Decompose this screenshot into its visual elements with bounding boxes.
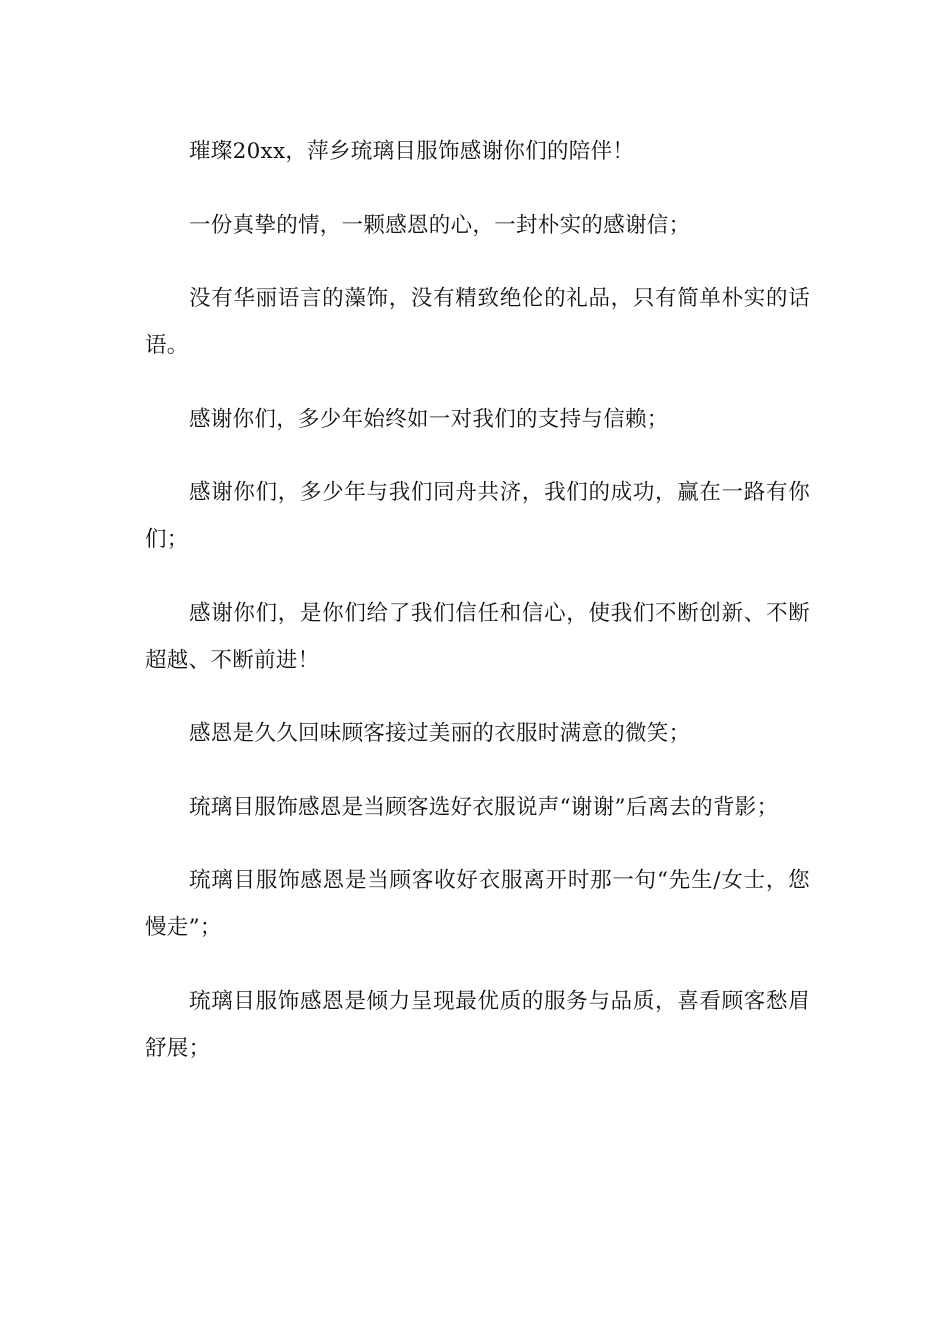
document-body <box>145 128 810 1098</box>
paragraph-9: 琉璃目服饰感恩是当顾客收好衣服离开时那一句“先生/女士，您慢走”； <box>145 868 810 940</box>
paragraph-4: 感谢你们，多少年始终如一对我们的支持与信赖； <box>189 406 669 432</box>
paragraph-6: 感谢你们，是你们给了我们信任和信心，使我们不断创新、不断超越、不断前进！ <box>145 600 810 673</box>
paragraph-7: 感恩是久久回味顾客接过美丽的衣服时满意的微笑； <box>189 721 691 746</box>
paragraph-3: 没有华丽语言的藻饰，没有精致绝伦的礼品，只有简单朴实的话语。 <box>145 286 810 358</box>
paragraph-5: 感谢你们，多少年与我们同舟共济，我们的成功，赢在一路有你们； <box>145 480 810 552</box>
paragraph-10: 琉璃目服饰感恩是倾力呈现最优质的服务与品质，喜看顾客愁眉舒展； <box>145 988 810 1061</box>
paragraph-1: 璀璨20xx，萍乡琉璃目服饰感谢你们的陪伴！ <box>189 139 635 164</box>
paragraph-8: 琉璃目服饰感恩是当顾客选好衣服说声“谢谢”后离去的背影； <box>189 794 779 820</box>
paragraph-2: 一份真挚的情，一颗感恩的心，一封朴实的感谢信； <box>189 212 691 238</box>
